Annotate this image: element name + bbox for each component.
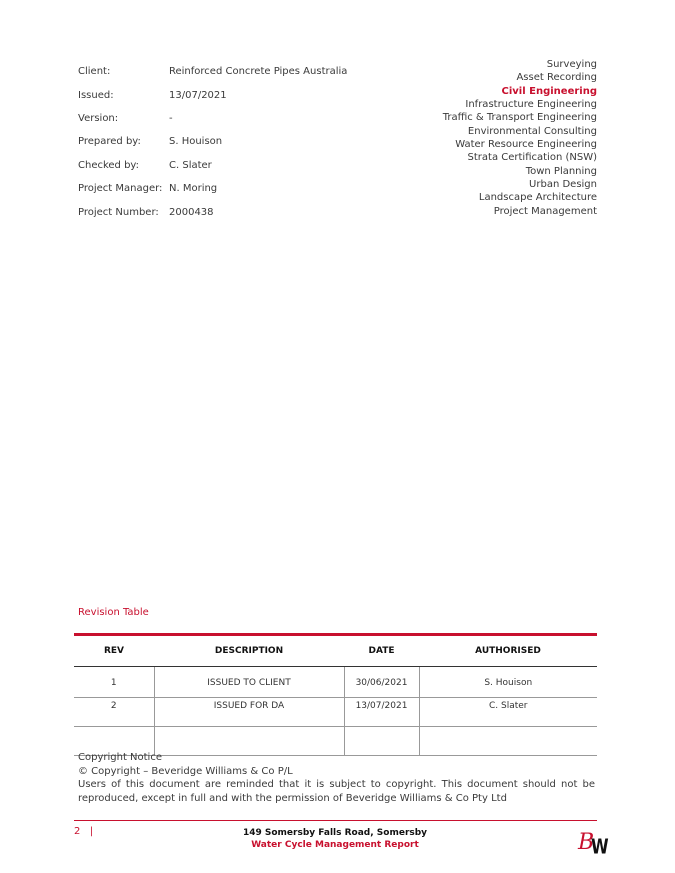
- cell-date: 30/06/2021: [344, 667, 419, 698]
- copyright-owner: © Copyright – Beveridge Williams & Co P/L: [78, 765, 293, 777]
- project-number-label: Project Number:: [78, 206, 159, 218]
- revision-table: [74, 633, 597, 756]
- header-date: DATE: [344, 635, 419, 667]
- project-number-row: [78, 200, 347, 223]
- prepared-by-row: [78, 130, 347, 153]
- service-item: Water Resource Engineering: [455, 139, 597, 151]
- header-rev: REV: [74, 635, 154, 667]
- logo-letter-b: B: [578, 830, 595, 855]
- client-label: Client:: [78, 66, 111, 78]
- client-value: Reinforced Concrete Pipes Australia: [169, 66, 348, 78]
- service-item: Landscape Architecture: [478, 192, 597, 204]
- client-row: [78, 60, 347, 83]
- logo-letter-w: W: [591, 835, 609, 856]
- cell-description: ISSUED TO CLIENT: [154, 667, 344, 698]
- header-authorised: AUTHORISED: [419, 635, 597, 667]
- cell-rev: 2: [74, 698, 154, 727]
- prepared-by-label: Prepared by:: [78, 136, 141, 148]
- header-description: DESCRIPTION: [154, 635, 344, 667]
- copyright-body: Users of this document are reminded that it is subject to copyright. This document should not be reproduced, except in full and with the permission of Beveridge Williams & Co Pty Ltd: [78, 779, 595, 804]
- cell-rev: 1: [74, 667, 154, 698]
- issued-row: [78, 83, 347, 106]
- copyright-notice: [78, 751, 595, 805]
- service-item: Surveying: [546, 59, 597, 70]
- version-label: Version:: [78, 112, 119, 124]
- cell-authorised: C. Slater: [419, 698, 597, 727]
- version-row: [78, 107, 347, 130]
- service-item: Traffic & Transport Engineering: [442, 112, 597, 124]
- footer-divider: [74, 820, 597, 821]
- table-row: [74, 698, 597, 727]
- page-number-value: 2: [74, 826, 81, 837]
- footer-report-name: Water Cycle Management Report: [251, 840, 419, 850]
- service-item: Environmental Consulting: [467, 125, 597, 137]
- issued-value: 13/07/2021: [169, 89, 227, 101]
- project-manager-value: N. Moring: [169, 183, 218, 195]
- page-separator: |: [89, 826, 94, 837]
- service-item-active: Civil Engineering: [501, 85, 597, 97]
- footer-address: 149 Somersby Falls Road, Somersby: [242, 828, 428, 838]
- cell-description: ISSUED FOR DA: [154, 698, 344, 727]
- cell-authorised: S. Houison: [419, 667, 597, 698]
- cell-date: 13/07/2021: [344, 698, 419, 727]
- service-item: Town Planning: [525, 165, 597, 177]
- checked-by-row: [78, 154, 347, 177]
- page-number: [74, 826, 93, 837]
- project-number-value: 2000438: [169, 206, 214, 218]
- project-manager-row: [78, 177, 347, 200]
- prepared-by-value: S. Houison: [169, 136, 223, 148]
- bw-logo-icon: [577, 826, 611, 856]
- version-value: -: [169, 112, 173, 124]
- copyright-heading: Copyright Notice: [78, 752, 162, 763]
- checked-by-label: Checked by:: [78, 159, 139, 171]
- project-info: [78, 60, 347, 224]
- revision-table-title: Revision Table: [78, 607, 149, 618]
- footer-title: [200, 827, 470, 851]
- project-manager-label: Project Manager:: [78, 183, 163, 195]
- service-item: Asset Recording: [516, 72, 597, 84]
- services-list: [443, 58, 597, 218]
- service-item: Strata Certification (NSW): [467, 152, 597, 164]
- checked-by-value: C. Slater: [169, 159, 212, 171]
- issued-label: Issued:: [78, 89, 114, 101]
- service-item: Project Management: [493, 205, 597, 217]
- service-item: Infrastructure Engineering: [465, 99, 597, 111]
- service-item: Urban Design: [529, 179, 597, 191]
- table-header-row: [74, 635, 597, 667]
- table-row: [74, 667, 597, 698]
